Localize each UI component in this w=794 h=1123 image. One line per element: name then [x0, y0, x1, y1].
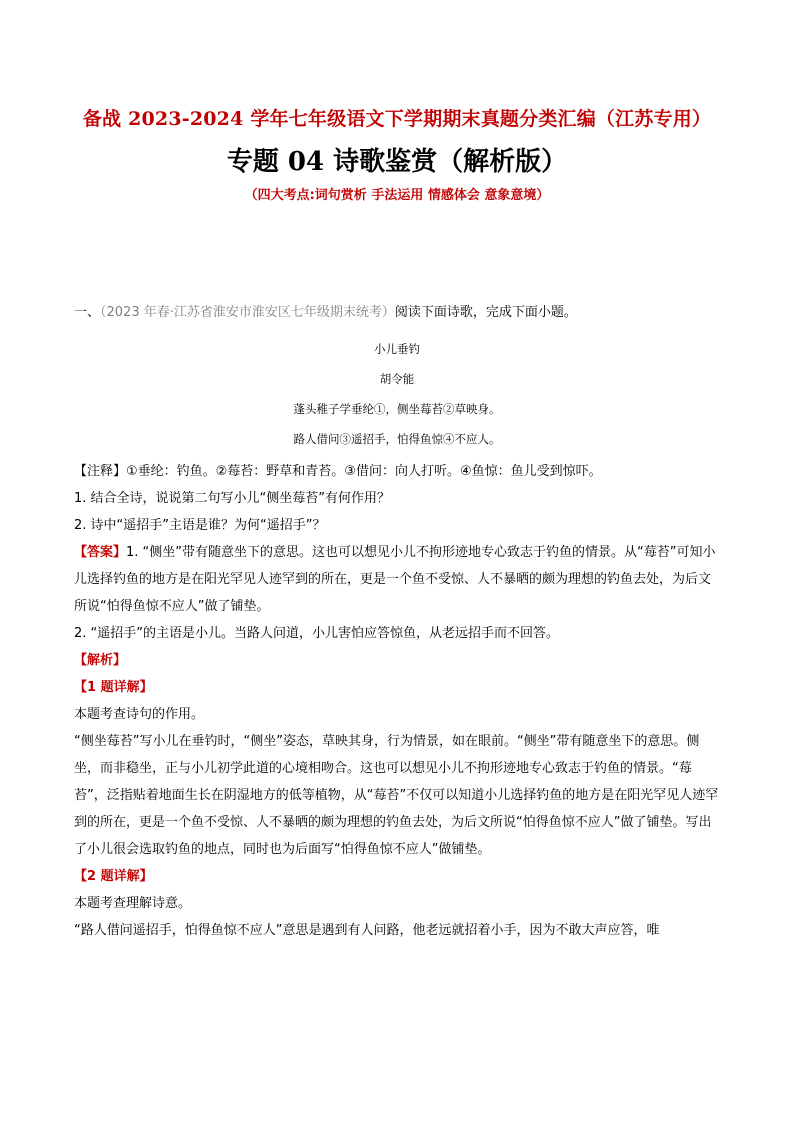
- q1-detail-label: 【1 题详解】: [74, 680, 153, 695]
- q1-body: “侧坐莓苔”写小儿在垂钓时，“侧坐”姿态，草映其身，行为情景，如在眼前。“侧坐”带有随意坐下的意思。侧坐，而非稳坐，正与小儿初学此道的心境相吻合。这也可以想见小儿不拘形迹地专心致志于钓鱼的情景。“莓苔”，泛指贴着地面生长在阴湿地方的低等植物，从“莓苔”不仅可以知道小儿选择钓鱼的地方是在阳光罕见人迹罕到的所在，更是一个鱼不受惊、人不暴晒的颇为理想的钓鱼去处，为后文所说“怕得鱼惊不应人”做了铺垫。写出了小儿很会选取钓鱼的地点，同时也为后面写“怕得鱼惊不应人”做铺垫。: [74, 734, 719, 857]
- analysis-label: 【解析】: [74, 653, 127, 668]
- sub-question-1: 1. 结合全诗，说说第二句写小儿“侧坐莓苔”有何作用？: [74, 491, 391, 506]
- q2-body: “路人借问遥招手，怕得鱼惊不应人”意思是遇到有人问路，他老远就招着小手，因为不敢大声应答，唯: [74, 923, 660, 938]
- answer-part-1-text: 1. “侧坐”带有随意坐下的意思。这也可以想见小儿不拘形迹地专心致志于钓鱼的情景。从“莓苔”可知小儿选择钓鱼的地方是在阳光罕见人迹罕到的所在，更是一个鱼不受惊、人不暴晒的颇为理想的钓鱼去处，为后文所说“怕得鱼惊不应人”做了铺垫。: [74, 545, 716, 614]
- q1-intro: 本题考查诗句的作用。: [74, 707, 205, 722]
- poem-line-1: 蓬头稚子学垂纶①，侧坐莓苔②草映身。: [293, 402, 501, 416]
- exam-points-subtitle: （四大考点:词句赏析 手法运用 情感体会 意象意境）: [244, 188, 550, 203]
- q2-detail-label: 【2 题详解】: [74, 869, 153, 884]
- poem-title: 小儿垂钓: [374, 342, 420, 356]
- notes: 【注释】①垂纶：钓鱼。②莓苔：野草和青苔。③借问：向人打听。④鱼惊：鱼儿受到惊吓。: [74, 464, 602, 479]
- poem-author: 胡令能: [379, 372, 415, 386]
- answer-part-1: [74, 539, 722, 620]
- answer-label: 【答案】: [74, 545, 127, 560]
- poem-line-2: 路人借问③遥招手，怕得鱼惊④不应人。: [293, 432, 501, 446]
- question-instruction: 阅读下面诗歌，完成下面小题。: [394, 305, 577, 320]
- sub-question-2: 2. 诗中“遥招手”主语是谁？为何“遥招手”？: [74, 518, 326, 533]
- question-body: [74, 458, 722, 944]
- topic-title: 专题 04 诗歌鉴赏（解析版）: [226, 147, 568, 177]
- q2-intro: 本题考查理解诗意。: [74, 896, 192, 911]
- question-source: （2023 年春·江苏省淮安市淮安区七年级期末统考）: [100, 305, 395, 320]
- question-intro: [74, 299, 722, 326]
- answer-part-2: 2. “遥招手”的主语是小儿。当路人问道，小儿害怕应答惊鱼，从老远招手而不回答。: [74, 626, 560, 641]
- series-title: 备战 2023-2024 学年七年级语文下学期期末真题分类汇编（江苏专用）: [82, 108, 712, 130]
- question-number: 一、: [74, 305, 101, 320]
